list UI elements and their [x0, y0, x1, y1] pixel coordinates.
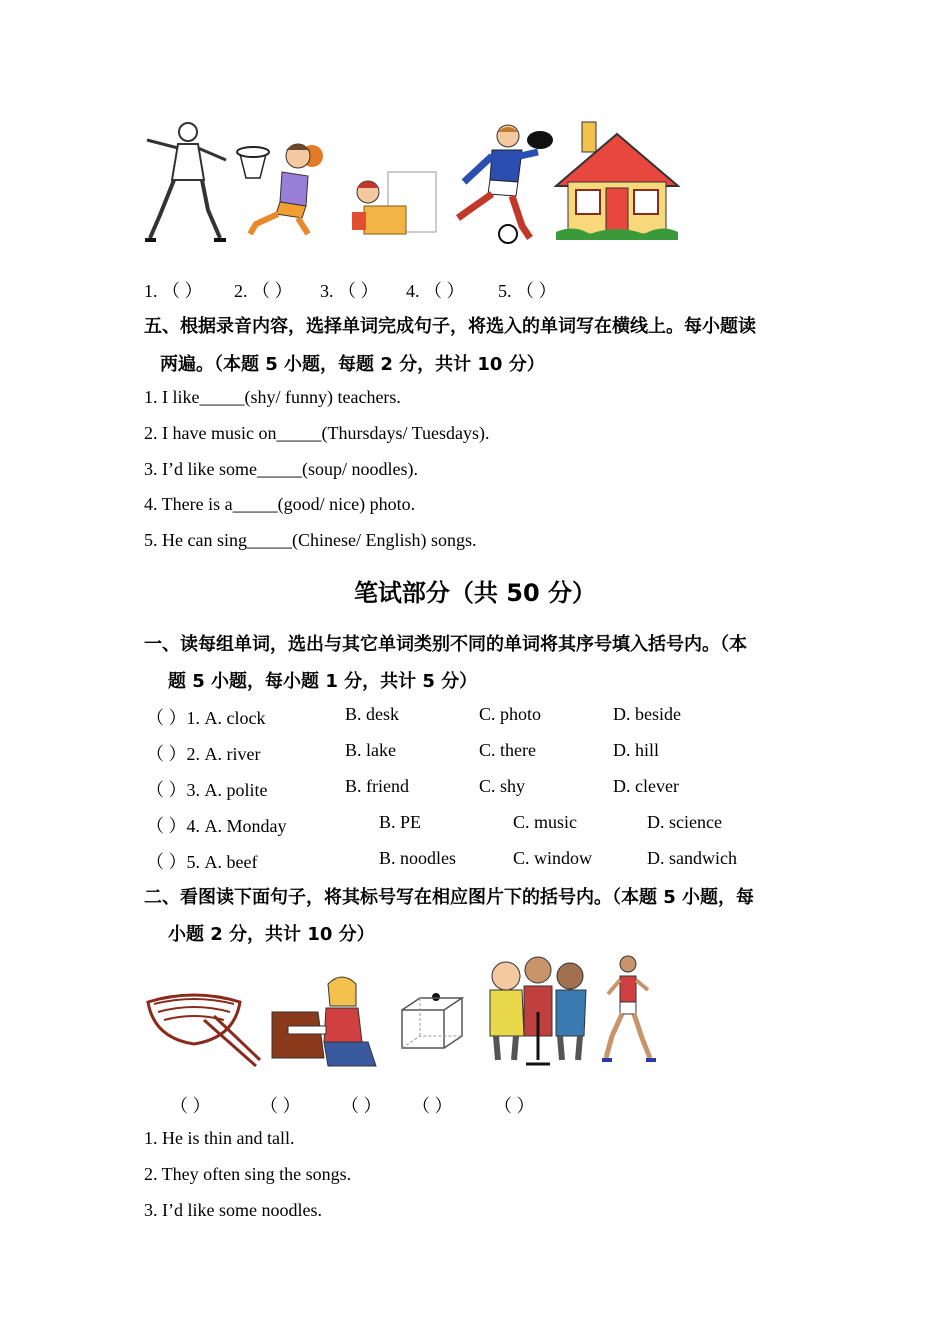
section-heading: 一、读每组单词，选出与其它单词类别不同的单词将其序号填入括号内。（本 — [144, 634, 747, 655]
question-option-c: C. window — [513, 848, 593, 868]
question-option-d: D. sandwich — [647, 848, 737, 868]
section-heading-cont: 题 5 小题，每小题 1 分，共计 5 分） — [168, 671, 478, 692]
question-option-c: C. shy — [479, 776, 526, 796]
question-option-d: D. beside — [613, 704, 681, 724]
section-heading-cont: 小题 2 分，共计 10 分） — [168, 924, 375, 945]
question-option-c: C. there — [479, 740, 536, 760]
picture-piano-girl — [268, 972, 382, 1070]
question-option-a: （ ）5. A. beef — [146, 852, 258, 872]
picture-noodles — [144, 990, 262, 1070]
section-heading: 二、看图读下面句子，将其标号写在相应图片下的括号内。（本题 5 小题，每 — [144, 887, 755, 908]
page-title: 笔试部分（共 50 分） — [353, 579, 597, 607]
picture-answer-bracket[interactable]: （ ） — [412, 1096, 453, 1116]
sentence: 2. They often sing the songs. — [144, 1164, 352, 1184]
sentence: 1. I like_____(shy/ funny) teachers. — [144, 387, 401, 407]
sentence: 4. There is a_____(good/ nice) photo. — [144, 494, 416, 514]
question-option-d: D. science — [647, 812, 722, 832]
picture-answer-bracket[interactable]: （ ） — [341, 1096, 382, 1116]
picture-answer-bracket[interactable]: （ ） — [170, 1096, 211, 1116]
question-option-d: D. hill — [613, 740, 660, 760]
question-option-b: B. PE — [379, 812, 422, 832]
sentence: 1. He is thin and tall. — [144, 1128, 295, 1148]
answer-bracket[interactable]: 3. （ ） — [320, 281, 379, 301]
sentence: 3. I’d like some noodles. — [144, 1200, 322, 1220]
section-heading: 五、根据录音内容，选择单词完成句子，将选入的单词写在横线上。每小题读 — [144, 316, 756, 337]
question-option-d: D. clever — [613, 776, 679, 796]
question-option-b: B. desk — [345, 704, 399, 724]
picture-answer-bracket[interactable]: （ ） — [260, 1096, 301, 1116]
question-option-b: B. noodles — [379, 848, 457, 868]
picture-football — [446, 122, 556, 246]
picture-box-ball — [400, 992, 464, 1052]
question-option-a: （ ）4. A. Monday — [146, 816, 287, 836]
sentence: 3. I’d like some_____(soup/ noodles). — [144, 459, 418, 479]
answer-bracket[interactable]: 1. （ ） — [144, 281, 203, 301]
picture-runner — [602, 954, 656, 1066]
answer-bracket[interactable]: 4. （ ） — [406, 281, 465, 301]
sentence: 2. I have music on_____(Thursdays/ Tuesdays). — [144, 423, 490, 443]
picture-tai-chi — [142, 120, 230, 245]
question-option-b: B. friend — [345, 776, 409, 796]
question-option-c: C. photo — [479, 704, 542, 724]
section-heading-cont: 两遍。（本题 5 小题，每题 2 分，共计 10 分） — [160, 354, 545, 375]
picture-answer-bracket[interactable]: （ ） — [494, 1096, 535, 1116]
question-option-a: （ ）3. A. polite — [146, 780, 268, 800]
picture-boy-box — [350, 170, 438, 238]
sentence: 5. He can sing_____(Chinese/ English) songs. — [144, 530, 477, 550]
question-option-c: C. music — [513, 812, 578, 832]
picture-house — [554, 120, 680, 242]
answer-bracket[interactable]: 2. （ ） — [234, 281, 293, 301]
question-option-a: （ ）1. A. clock — [146, 708, 266, 728]
picture-singers — [484, 952, 594, 1068]
picture-basketball — [236, 138, 336, 240]
answer-bracket[interactable]: 5. （ ） — [498, 281, 557, 301]
question-option-b: B. lake — [345, 740, 396, 760]
question-option-a: （ ）2. A. river — [146, 744, 261, 764]
